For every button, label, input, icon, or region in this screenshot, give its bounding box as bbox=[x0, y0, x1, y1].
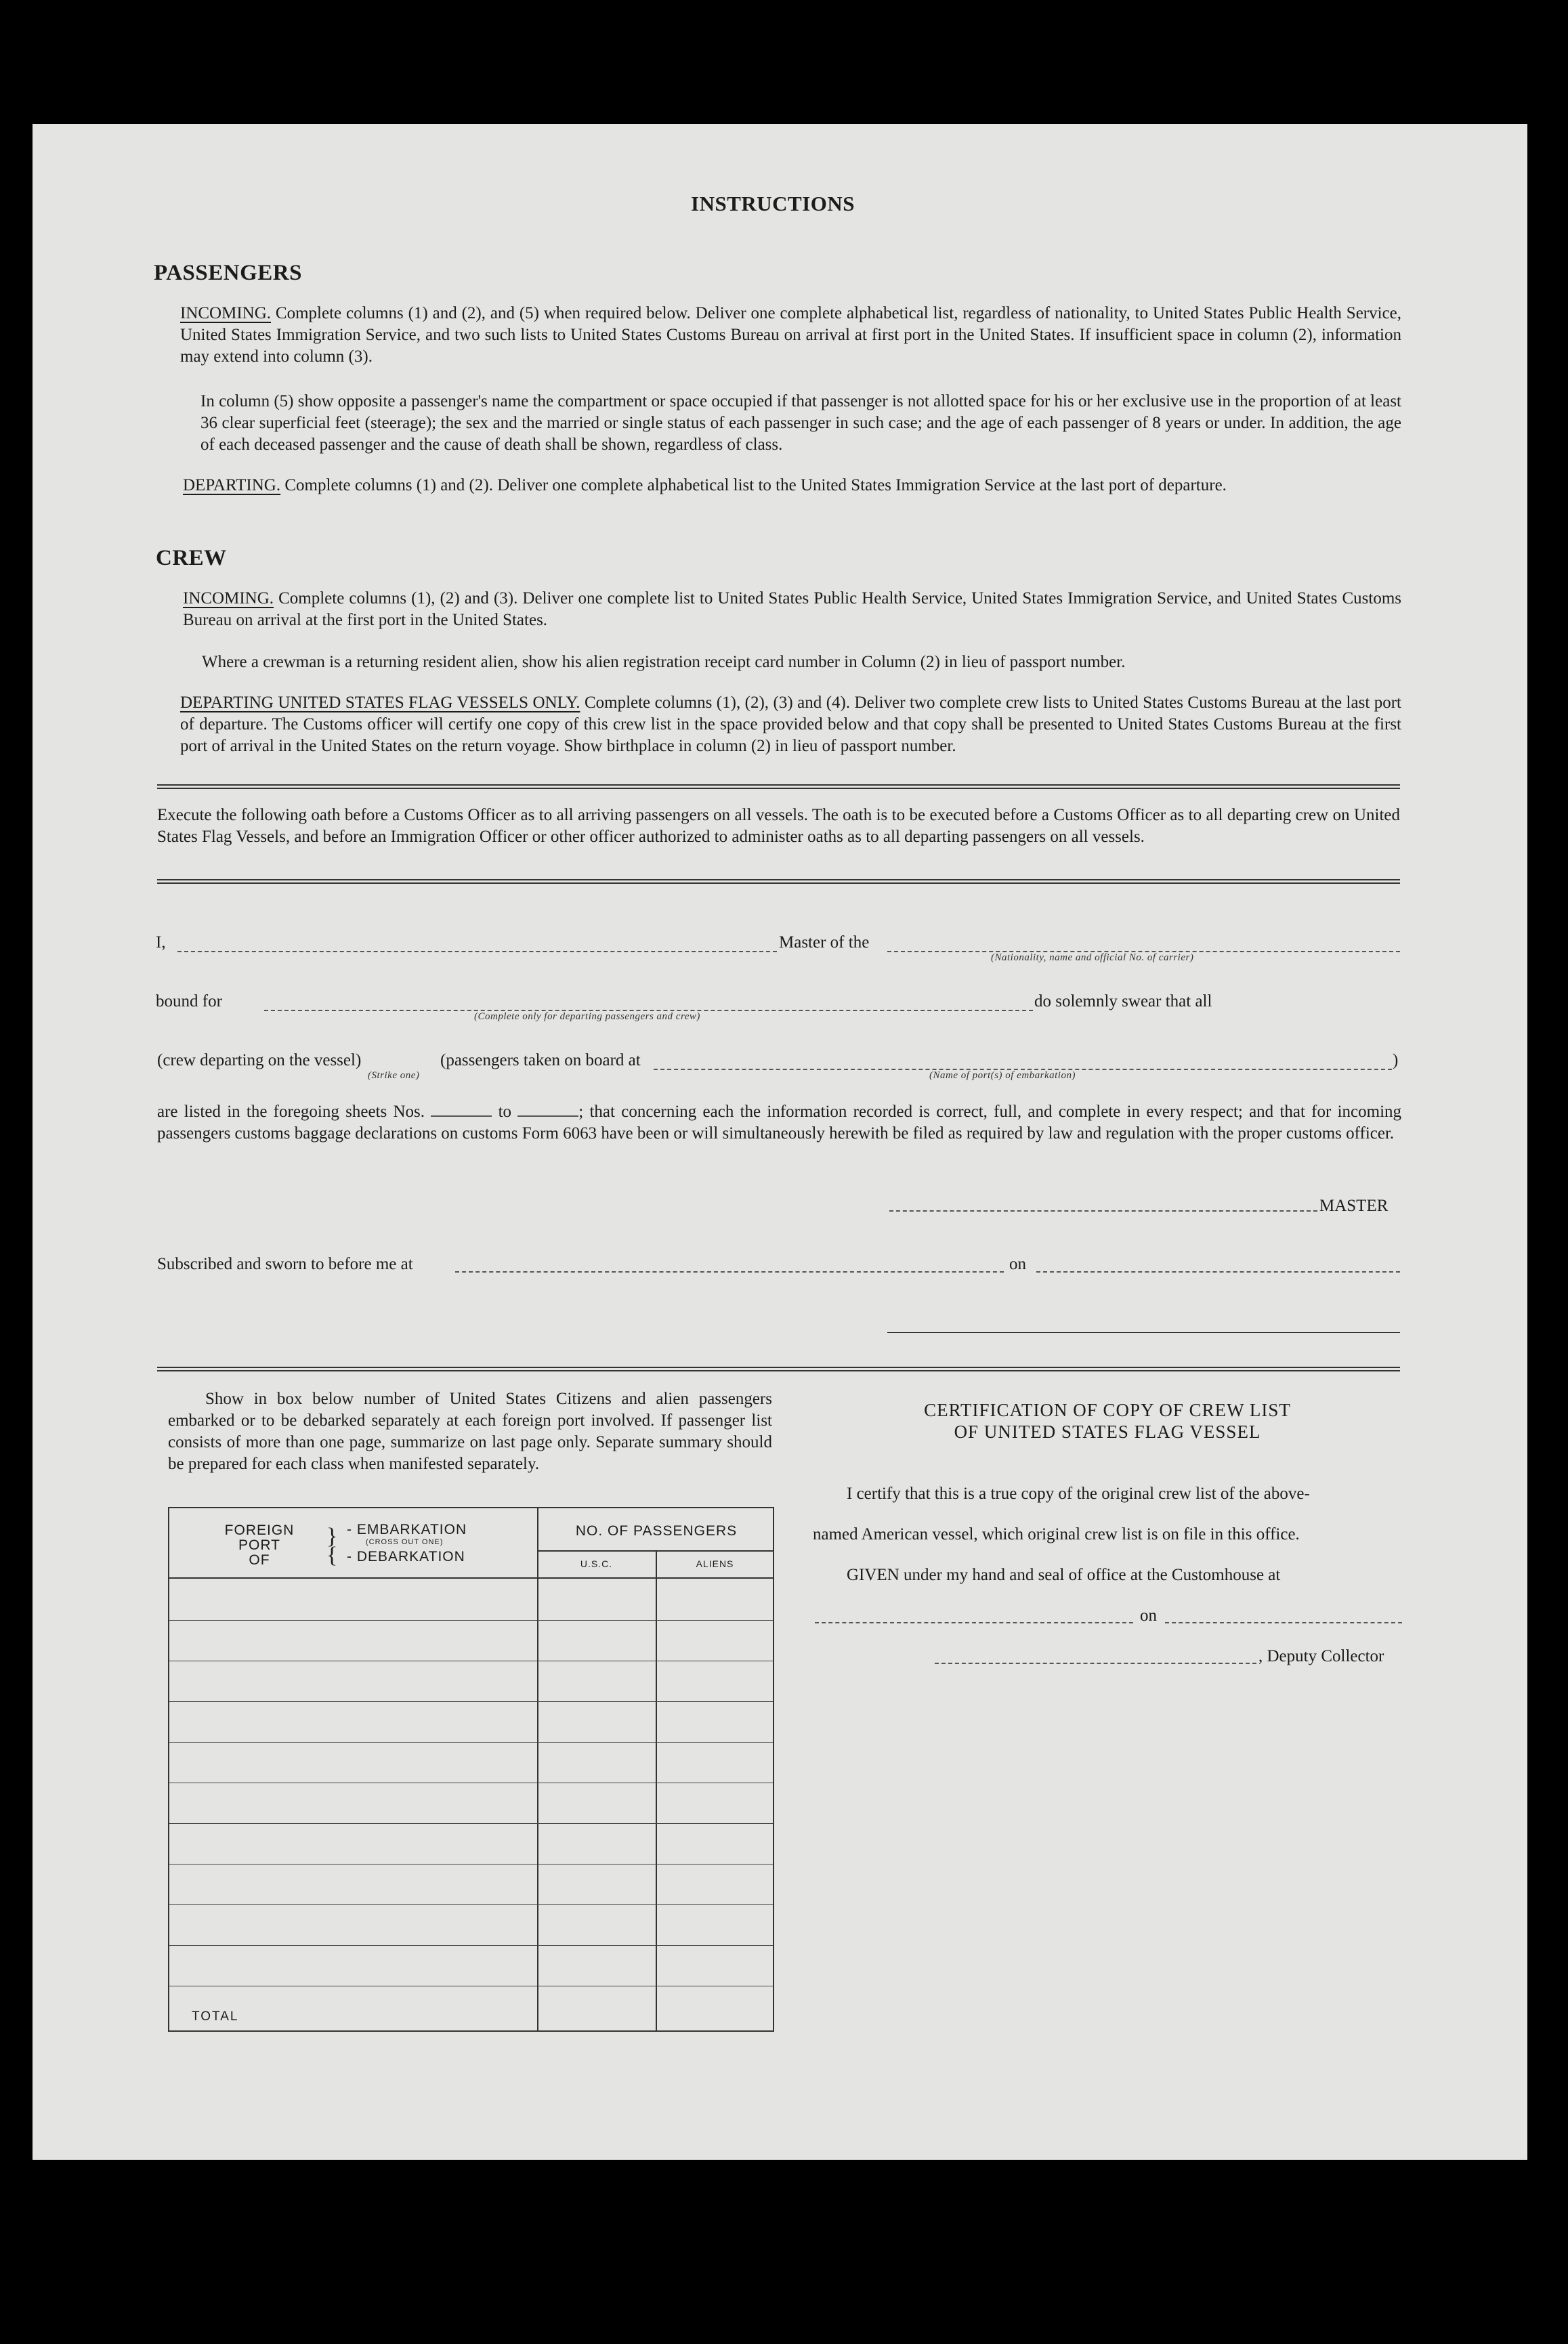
total-label: TOTAL bbox=[192, 2009, 239, 2024]
certification-title bbox=[843, 1399, 1372, 1443]
passengers-column5-paragraph: In column (5) show opposite a passenger's name the compartment or space occupied if that passenger is not allotted space for his or her exclusive use in the proportion of at least 36 clear superficial feet (steerage); the sex and the married or single status of each passenger in such case; and the age of each passenger of 8 years or under. In addition, the age of each deceased passenger and the cause of death shall be shown, regardless of class. bbox=[200, 392, 1401, 454]
bound-for-label: bound for bbox=[156, 992, 222, 1010]
listed-text-b: ; that concerning each the information recorded is correct, full, and complete in every respect; and that for incoming passengers customs baggage declarations on customs Form 6063 have been or will simultaneously herewith be filed as required by law and regulation with the proper customs officer. bbox=[157, 1103, 1402, 1143]
no-of-passengers-header: NO. OF PASSENGERS bbox=[575, 1523, 738, 1539]
subscribed-date-field[interactable] bbox=[1036, 1271, 1400, 1273]
subscribed-place-field[interactable] bbox=[455, 1271, 1004, 1273]
foreign-port-line-1: FOREIGN bbox=[224, 1522, 295, 1538]
passengers-taken-option: (passengers taken on board at bbox=[440, 1051, 641, 1069]
section-divider bbox=[157, 784, 1400, 789]
crew-departing-paragraph bbox=[180, 692, 1401, 757]
master-signature-label: MASTER bbox=[1319, 1197, 1389, 1215]
customhouse-field[interactable] bbox=[815, 1622, 1133, 1623]
passengers-departing-paragraph bbox=[183, 475, 1401, 496]
carrier-caption: (Nationality, name and official No. of carrier) bbox=[991, 952, 1194, 963]
listed-paragraph bbox=[157, 1101, 1401, 1145]
bound-for-caption: (Complete only for departing passengers and crew) bbox=[474, 1011, 700, 1022]
embarkation-option: - EMBARKATION bbox=[347, 1522, 467, 1537]
lower-divider bbox=[157, 1367, 1400, 1371]
strike-one-caption: (Strike one) bbox=[368, 1070, 420, 1081]
port-caption: (Name of port(s) of embarkation) bbox=[929, 1070, 1076, 1081]
passengers-incoming-label: INCOMING. bbox=[180, 304, 272, 322]
master-name-field[interactable] bbox=[177, 951, 777, 952]
cross-out-note: (CROSS OUT ONE) bbox=[366, 1538, 444, 1546]
sheet-from-field[interactable] bbox=[431, 1115, 492, 1117]
deputy-collector-signature-field[interactable] bbox=[935, 1663, 1256, 1664]
debarkation-option: - DEBARKATION bbox=[347, 1549, 465, 1564]
listed-text-a: are listed in the foregoing sheets Nos. bbox=[157, 1103, 425, 1121]
crew-departing-text: Complete columns (1), (2), (3) and (4). Deliver two complete crew lists to United States Customs Bureau at the last port of departure. The Customs officer will certify one copy of this crew list in the space provided below and that copy shall be presented to United States Customs Bureau at the first port of arrival in the United States on the return voyage. Show birthplace in column (2) in lieu of passport number. bbox=[180, 694, 1402, 755]
aliens-header: ALIENS bbox=[696, 1558, 734, 1569]
passengers-departing-text: Complete columns (1) and (2). Deliver one complete alphabetical list to the United States Immigration Service at the last port of departure. bbox=[284, 476, 1227, 494]
sheet-to-field[interactable] bbox=[517, 1115, 578, 1117]
passengers-heading: PASSENGERS bbox=[154, 261, 302, 285]
page-title: INSTRUCTIONS bbox=[691, 192, 855, 215]
crew-resident-paragraph: Where a crewman is a returning resident alien, show his alien registration receipt card number in Column (2) in lieu of passport number. bbox=[202, 653, 1126, 671]
subscribed-label: Subscribed and sworn to before me at bbox=[157, 1255, 413, 1273]
bracket-mark-lower: { bbox=[326, 1543, 338, 1568]
usc-header: U.S.C. bbox=[580, 1558, 613, 1569]
passengers-incoming-paragraph bbox=[180, 303, 1401, 368]
oath-i-label: I, bbox=[156, 933, 166, 952]
oath-intro: Execute the following oath before a Customs Officer as to all arriving passengers on all vessels. The oath is to be executed before a Customs Officer as to all departing crew on United States Flag Vessels, and before an Immigration Officer or other officer authorized to administer oaths as to all departing passengers on all vessels. bbox=[157, 806, 1400, 846]
crew-incoming-label: INCOMING. bbox=[183, 589, 274, 608]
bracket-mark: } bbox=[326, 1524, 338, 1549]
deputy-collector-label: , Deputy Collector bbox=[1258, 1647, 1384, 1665]
foreign-port-header bbox=[222, 1523, 297, 1568]
swear-label: do solemnly swear that all bbox=[1034, 992, 1212, 1010]
crew-incoming-text: Complete columns (1), (2) and (3). Deliver one complete list to United States Public Health Service, United States Immigration Service, and United States Customs Bureau on arrival at the first port in the United States. bbox=[183, 589, 1401, 629]
certification-title-line-1: CERTIFICATION OF COPY OF CREW LIST bbox=[924, 1400, 1291, 1420]
listed-to: to bbox=[498, 1103, 512, 1121]
summary-instructions: Show in box below number of United States Citizens and alien passengers embarked or to be debarked separately at each foreign port involved. If passenger list consists of more than one page, summarize on last page only. Separate summary should be prepared for each class when manifested separately. bbox=[168, 1390, 772, 1473]
certification-date-field[interactable] bbox=[1165, 1622, 1402, 1623]
passengers-departing-label: DEPARTING. bbox=[183, 476, 281, 494]
crew-incoming-paragraph bbox=[183, 588, 1401, 631]
master-signature-field[interactable] bbox=[889, 1210, 1317, 1212]
subscribed-on-label: on bbox=[1009, 1255, 1026, 1273]
certification-line-1: I certify that this is a true copy of the original crew list of the above- bbox=[847, 1485, 1310, 1503]
foreign-port-line-3: OF bbox=[249, 1552, 270, 1568]
close-paren: ) bbox=[1393, 1051, 1399, 1069]
certification-title-line-2: OF UNITED STATES FLAG VESSEL bbox=[954, 1422, 1261, 1442]
certification-on-label: on bbox=[1140, 1606, 1157, 1625]
master-of-label: Master of the bbox=[779, 933, 870, 952]
officer-signature-field[interactable] bbox=[887, 1332, 1400, 1333]
crew-heading: CREW bbox=[156, 546, 227, 570]
crew-departing-option: (crew departing on the vessel) bbox=[157, 1051, 362, 1069]
foreign-port-line-2: PORT bbox=[238, 1537, 280, 1553]
passengers-incoming-text: Complete columns (1) and (2), and (5) when required below. Deliver one complete alphabetical list, regardless of nationality, to United States Public Health Service, United States Immigration Service, and two such lists to United States Customs Bureau on arrival at first port in the United States. If insufficient space in column (2), information may extend into column (3). bbox=[180, 304, 1402, 366]
passenger-summary-table bbox=[168, 1507, 774, 2032]
oath-divider bbox=[157, 879, 1400, 884]
certification-line-2: named American vessel, which original crew list is on file in this office. bbox=[813, 1525, 1300, 1543]
certification-line-3: GIVEN under my hand and seal of office at the Customhouse at bbox=[847, 1566, 1281, 1584]
crew-departing-label: DEPARTING UNITED STATES FLAG VESSELS ONLY. bbox=[180, 694, 580, 712]
